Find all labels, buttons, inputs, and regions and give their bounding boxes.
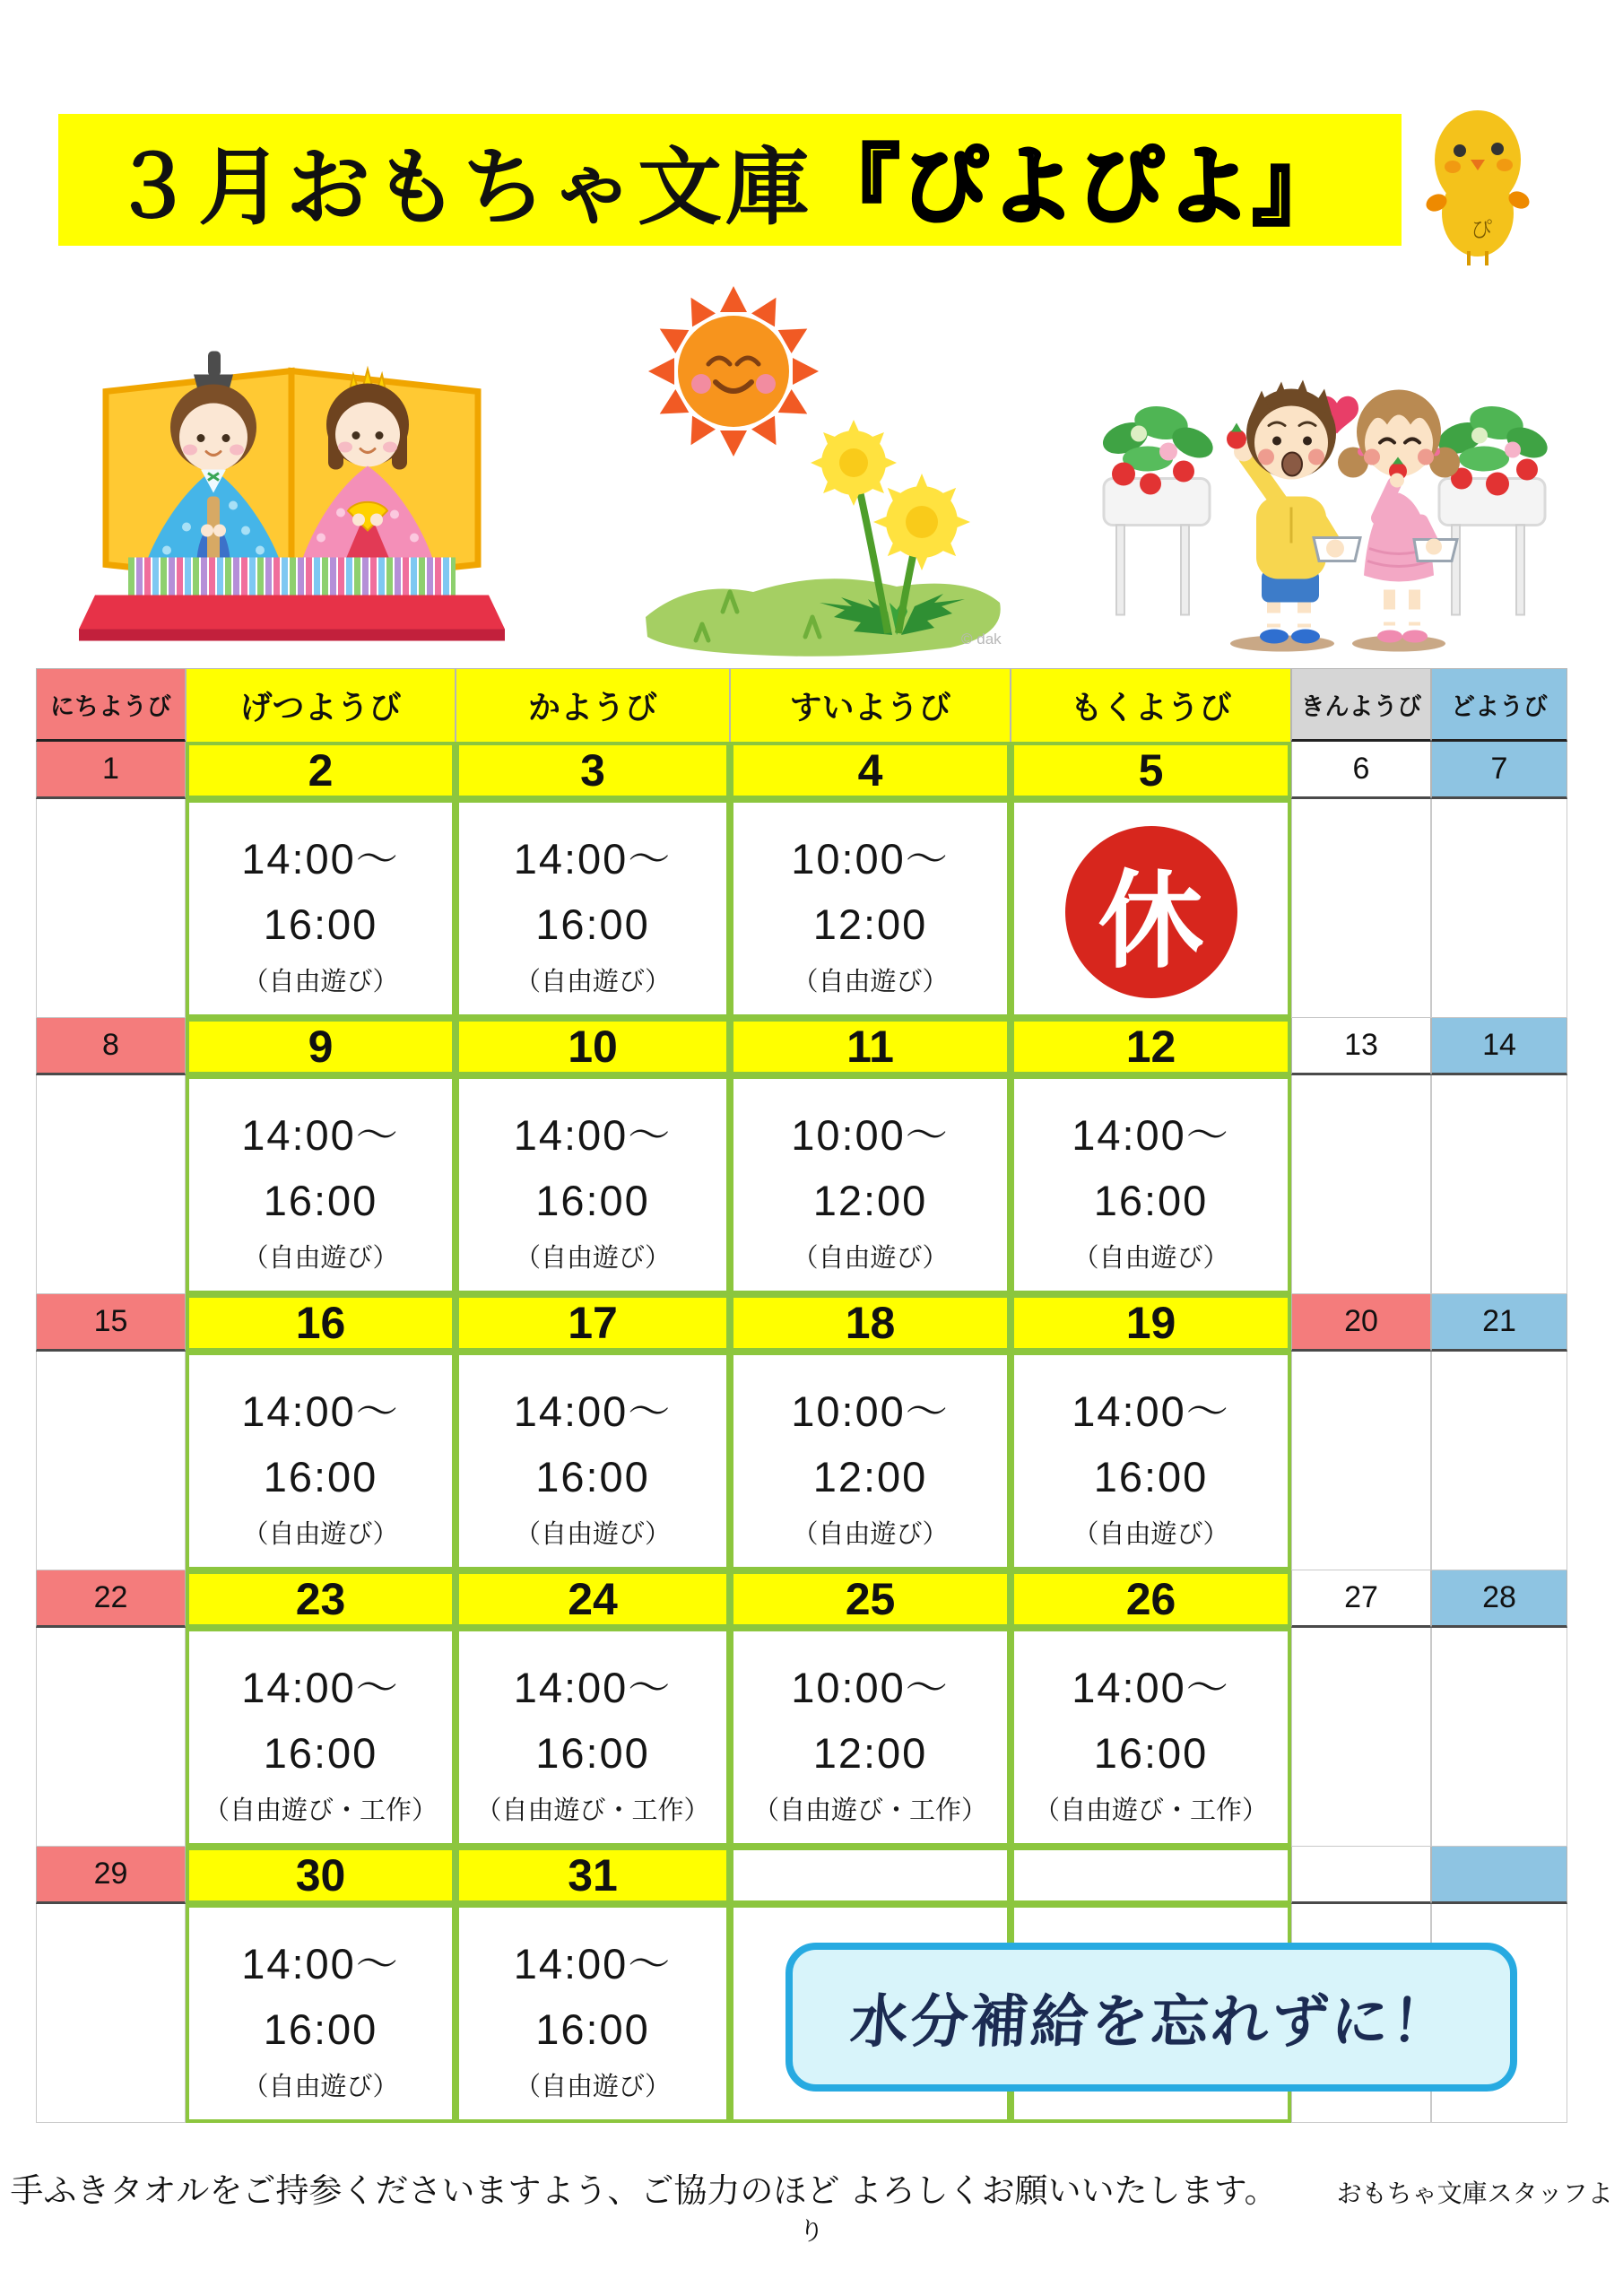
date-cell: 30 [186, 1847, 456, 1904]
session-time: 14:00～ [513, 1111, 673, 1159]
date-cell: 24 [456, 1570, 730, 1628]
schedule-cell [186, 1075, 456, 1294]
session-time: 10:00～ [791, 1664, 950, 1711]
schedule-cell [1011, 1628, 1291, 1847]
session-note: （自由遊び） [514, 1520, 671, 1549]
date-cell: 7 [1431, 742, 1567, 799]
date-cell: 17 [456, 1294, 730, 1352]
footer-note [0, 2163, 1623, 2248]
session-note: （自由遊び） [792, 968, 949, 996]
session-note: （自由遊び・工作） [752, 1796, 987, 1825]
schedule-cell [456, 1075, 730, 1294]
session-time: 14:00～ [513, 1664, 673, 1711]
session-time: 12:00 [812, 900, 928, 948]
session-time: 14:00～ [513, 1940, 673, 1987]
date-cell [1291, 1847, 1431, 1904]
session-time: 16:00 [535, 900, 650, 948]
day-header-4 [730, 668, 1011, 742]
session-time: 16:00 [1093, 1452, 1209, 1500]
empty-cell [1431, 799, 1567, 1018]
session-time: 12:00 [812, 1452, 928, 1500]
date-cell: 28 [1431, 1570, 1567, 1628]
schedule-cell [186, 1352, 456, 1570]
empty-cell [36, 1904, 186, 2123]
schedule-cell [186, 1628, 456, 1847]
schedule-cell [456, 799, 730, 1018]
empty-cell [1291, 1352, 1431, 1570]
closed-cell [1011, 799, 1291, 1018]
date-cell: 21 [1431, 1294, 1567, 1352]
session-time: 12:00 [812, 1728, 928, 1777]
session-time: 14:00～ [241, 1664, 400, 1711]
date-cell: 29 [36, 1847, 186, 1904]
closed-badge: 休 [1065, 826, 1237, 998]
day-header-label: にちようび [50, 692, 171, 720]
date-cell: 2 [186, 742, 456, 799]
session-note: （自由遊び） [792, 1244, 949, 1273]
date-cell: 6 [1291, 742, 1431, 799]
day-header-label: きんようび [1300, 692, 1422, 720]
session-time: 16:00 [263, 1728, 378, 1777]
day-header-5 [1011, 668, 1291, 742]
session-time: 16:00 [263, 1452, 378, 1500]
date-cell: 11 [730, 1018, 1011, 1075]
day-header-7 [1431, 668, 1567, 742]
chick-mascot-illustration [1419, 97, 1544, 267]
title-highlight: 『ぴよぴよ』 [813, 139, 1341, 235]
session-time: 14:00～ [241, 1111, 400, 1159]
hydration-note-text: 水分補給を忘れずに！ [848, 1989, 1454, 2054]
session-time: 12:00 [812, 1176, 928, 1224]
session-time: 16:00 [263, 1176, 378, 1224]
session-time: 14:00～ [1072, 1387, 1230, 1435]
day-header-2 [186, 668, 456, 742]
date-cell: 5 [1011, 742, 1291, 799]
session-time: 16:00 [263, 900, 378, 948]
dandelion-flower [873, 474, 970, 570]
schedule-cell [456, 1904, 730, 2123]
empty-cell [36, 1075, 186, 1294]
page-title [58, 114, 1402, 246]
footer-sub-text: おもちゃ文庫スタッフより [798, 2179, 1613, 2245]
session-time: 10:00～ [791, 835, 950, 883]
session-time: 16:00 [535, 2005, 650, 2053]
schedule-cell [730, 1075, 1011, 1294]
sun-dandelion-illustration [619, 283, 1022, 664]
session-note: （自由遊び・工作） [475, 1796, 710, 1825]
date-cell [1011, 1847, 1291, 1904]
date-cell: 31 [456, 1847, 730, 1904]
session-time: 14:00～ [241, 1387, 400, 1435]
day-header-1 [36, 668, 186, 742]
session-time: 14:00～ [1072, 1111, 1230, 1159]
watermark: © dak [961, 631, 1002, 648]
schedule-cell [730, 1352, 1011, 1570]
calendar-table [36, 668, 1567, 2123]
date-cell: 22 [36, 1570, 186, 1628]
session-time: 10:00～ [791, 1387, 950, 1435]
date-cell: 3 [456, 742, 730, 799]
session-time: 16:00 [1093, 1728, 1209, 1777]
hydration-note [785, 1943, 1517, 2092]
date-cell: 16 [186, 1294, 456, 1352]
date-cell: 1 [36, 742, 186, 799]
date-cell: 14 [1431, 1018, 1567, 1075]
date-cell: 12 [1011, 1018, 1291, 1075]
schedule-cell [730, 799, 1011, 1018]
sun-face [678, 316, 789, 427]
dandelion-flower [811, 420, 897, 506]
session-time: 16:00 [535, 1728, 650, 1777]
empty-cell [1431, 1628, 1567, 1847]
hina-dolls-illustration [79, 312, 505, 646]
session-note: （自由遊び） [242, 1244, 399, 1273]
day-header-label: どようび [1451, 692, 1548, 720]
date-cell: 19 [1011, 1294, 1291, 1352]
date-cell: 10 [456, 1018, 730, 1075]
session-note: （自由遊び） [242, 2073, 399, 2101]
session-note: （自由遊び） [514, 2073, 671, 2101]
schedule-cell [186, 1904, 456, 2123]
empty-cell [1291, 1075, 1431, 1294]
session-time: 16:00 [263, 2005, 378, 2053]
mascot-letter: ぴ [1471, 218, 1492, 242]
empty-cell [1431, 1352, 1567, 1570]
schedule-cell [186, 799, 456, 1018]
session-time: 14:00～ [1072, 1664, 1230, 1711]
empty-cell [36, 799, 186, 1018]
session-time: 14:00～ [241, 1940, 400, 1987]
session-note: （自由遊び・工作） [203, 1796, 438, 1825]
session-time: 10:00～ [791, 1111, 950, 1159]
session-note: （自由遊び） [1072, 1244, 1229, 1273]
date-cell: 25 [730, 1570, 1011, 1628]
schedule-cell [1011, 1075, 1291, 1294]
session-time: 16:00 [535, 1452, 650, 1500]
date-cell [1431, 1847, 1567, 1904]
date-cell: 26 [1011, 1570, 1291, 1628]
date-cell: 15 [36, 1294, 186, 1352]
session-time: 14:00～ [513, 1387, 673, 1435]
date-cell: 23 [186, 1570, 456, 1628]
schedule-cell [456, 1352, 730, 1570]
schedule-cell [1011, 1352, 1291, 1570]
day-header-label: げつようび [239, 689, 402, 726]
strawberry-picking-illustration [1098, 316, 1551, 664]
day-header-label: もくようび [1070, 689, 1232, 726]
empty-cell [36, 1352, 186, 1570]
date-cell: 9 [186, 1018, 456, 1075]
footer-main-text: 手ふきタオルをご持参くださいますよう、ご協力のほど よろしくお願いいたします。 [10, 2172, 1278, 2209]
day-header-3 [456, 668, 730, 742]
session-note: （自由遊び） [1072, 1520, 1229, 1549]
schedule-cell [456, 1628, 730, 1847]
date-cell: 27 [1291, 1570, 1431, 1628]
date-cell: 20 [1291, 1294, 1431, 1352]
title-text: ３月おもちゃ文庫 [110, 140, 814, 234]
schedule-cell [730, 1628, 1011, 1847]
date-cell [730, 1847, 1011, 1904]
strawberry-plant [1434, 403, 1551, 615]
session-note: （自由遊び・工作） [1033, 1796, 1268, 1825]
date-cell: 13 [1291, 1018, 1431, 1075]
empty-cell [1431, 1075, 1567, 1294]
session-note: （自由遊び） [242, 968, 399, 996]
session-time: 14:00～ [513, 835, 673, 883]
session-time: 16:00 [535, 1176, 650, 1224]
empty-cell [36, 1628, 186, 1847]
session-note: （自由遊び） [514, 968, 671, 996]
day-header-label: すいようび [789, 689, 951, 726]
session-note: （自由遊び） [792, 1520, 949, 1549]
session-time: 14:00～ [241, 835, 400, 883]
strawberry-plant [1098, 403, 1218, 615]
empty-cell [1291, 799, 1431, 1018]
day-header-6 [1291, 668, 1431, 742]
grass-mound [646, 578, 1001, 656]
session-time: 16:00 [1093, 1176, 1209, 1224]
day-header-label: かようび [527, 689, 657, 726]
date-cell: 8 [36, 1018, 186, 1075]
empty-cell [1291, 1628, 1431, 1847]
date-cell: 4 [730, 742, 1011, 799]
session-note: （自由遊び） [514, 1244, 671, 1273]
session-note: （自由遊び） [242, 1520, 399, 1549]
date-cell: 18 [730, 1294, 1011, 1352]
